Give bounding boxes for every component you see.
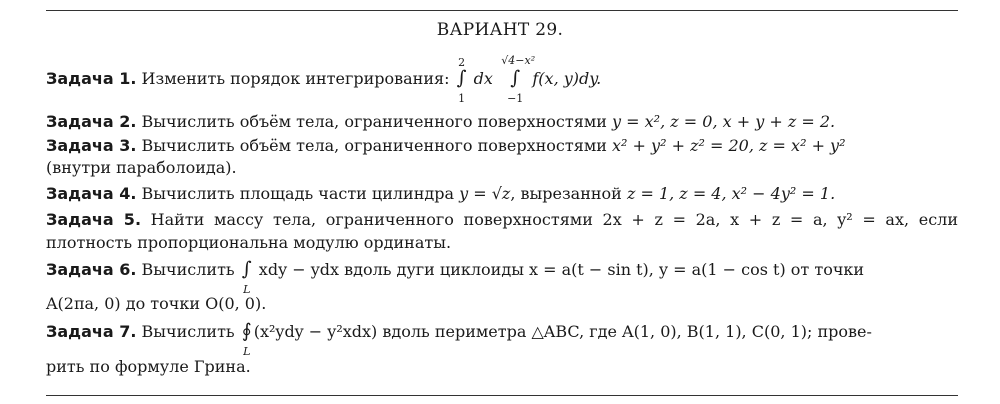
task-4-math-2: z = 1, z = 4, x² − 4y² = 1. bbox=[626, 184, 836, 203]
task-1-label: Задача 1. bbox=[46, 69, 137, 88]
task-2 bbox=[46, 112, 958, 132]
task-3-label: Задача 3. bbox=[46, 136, 137, 155]
task-5-label: Задача 5. bbox=[46, 210, 142, 229]
integral-1-lower: 1 bbox=[458, 92, 466, 105]
task-1-text: Изменить порядок интегрирования: bbox=[136, 69, 455, 88]
contour-integral-7: ∮ L bbox=[240, 321, 254, 342]
task-2-label: Задача 2. bbox=[46, 112, 137, 131]
task-7-label: Задача 7. bbox=[46, 322, 137, 341]
task-7-line-2: рить по формуле Грина. bbox=[46, 357, 251, 376]
top-rule bbox=[46, 10, 958, 11]
task-4-text: Вычислить площадь части цилиндра bbox=[136, 184, 460, 203]
task-5 bbox=[46, 210, 958, 230]
line-integral-6-lower: L bbox=[243, 283, 251, 296]
task-4 bbox=[46, 184, 958, 204]
task-6-pre: Вычислить bbox=[136, 260, 240, 279]
line-integral-6: ∫ L bbox=[240, 259, 254, 280]
task-5-line-1: Найти массу тела, ограниченного поверхностями 2x + z = 2a, x + z = a, y² = ax, если bbox=[141, 210, 958, 229]
variant-title: ВАРИАНТ 29. bbox=[436, 20, 564, 40]
bottom-rule bbox=[46, 395, 958, 396]
contour-integral-7-lower: L bbox=[243, 345, 251, 358]
integral-1: 2 ∫ 1 bbox=[455, 68, 469, 89]
integral-2: √4−x² ∫ −1 bbox=[508, 68, 522, 89]
task-1 bbox=[46, 54, 958, 105]
task-4-label: Задача 4. bbox=[46, 184, 137, 203]
task-7-line-1: (x²ydy − y²xdx) вдоль периметра △ABC, где A(1, 0), B(1, 1), C(0, 1); прове- bbox=[253, 322, 872, 341]
task-6 bbox=[46, 258, 958, 296]
integral-2-upper: √4−x² bbox=[501, 54, 536, 67]
task-6-line-2: A(2πa, 0) до точки O(0, 0). bbox=[46, 294, 267, 313]
task-3-cont: (внутри параболоида). bbox=[46, 158, 237, 177]
task-1-integrand: f(x, y)dy. bbox=[532, 69, 602, 88]
task-1-dx: dx bbox=[473, 69, 493, 88]
task-7-pre: Вычислить bbox=[136, 322, 240, 341]
task-2-math: y = x², z = 0, x + y + z = 2. bbox=[612, 112, 836, 131]
task-6-label: Задача 6. bbox=[46, 260, 137, 279]
task-7 bbox=[46, 320, 958, 358]
task-4-math-1: y = √z bbox=[459, 184, 511, 203]
task-4-text-2: , вырезанной bbox=[510, 184, 627, 203]
task-3-text: Вычислить объём тела, ограниченного поверхностями bbox=[136, 136, 613, 155]
task-2-text: Вычислить объём тела, ограниченного поверхностями bbox=[136, 112, 613, 131]
integral-2-lower: −1 bbox=[507, 92, 524, 105]
task-5-line-2: плотность пропорциональна модулю ординаты. bbox=[46, 233, 452, 252]
task-3-math: x² + y² + z² = 20, z = x² + y² bbox=[612, 136, 846, 155]
task-3 bbox=[46, 136, 958, 156]
integral-1-upper: 2 bbox=[458, 56, 466, 69]
task-6-line-1: xdy − ydx вдоль дуги циклоиды x = a(t − sin t), y = a(1 − cos t) от точки bbox=[253, 260, 865, 279]
